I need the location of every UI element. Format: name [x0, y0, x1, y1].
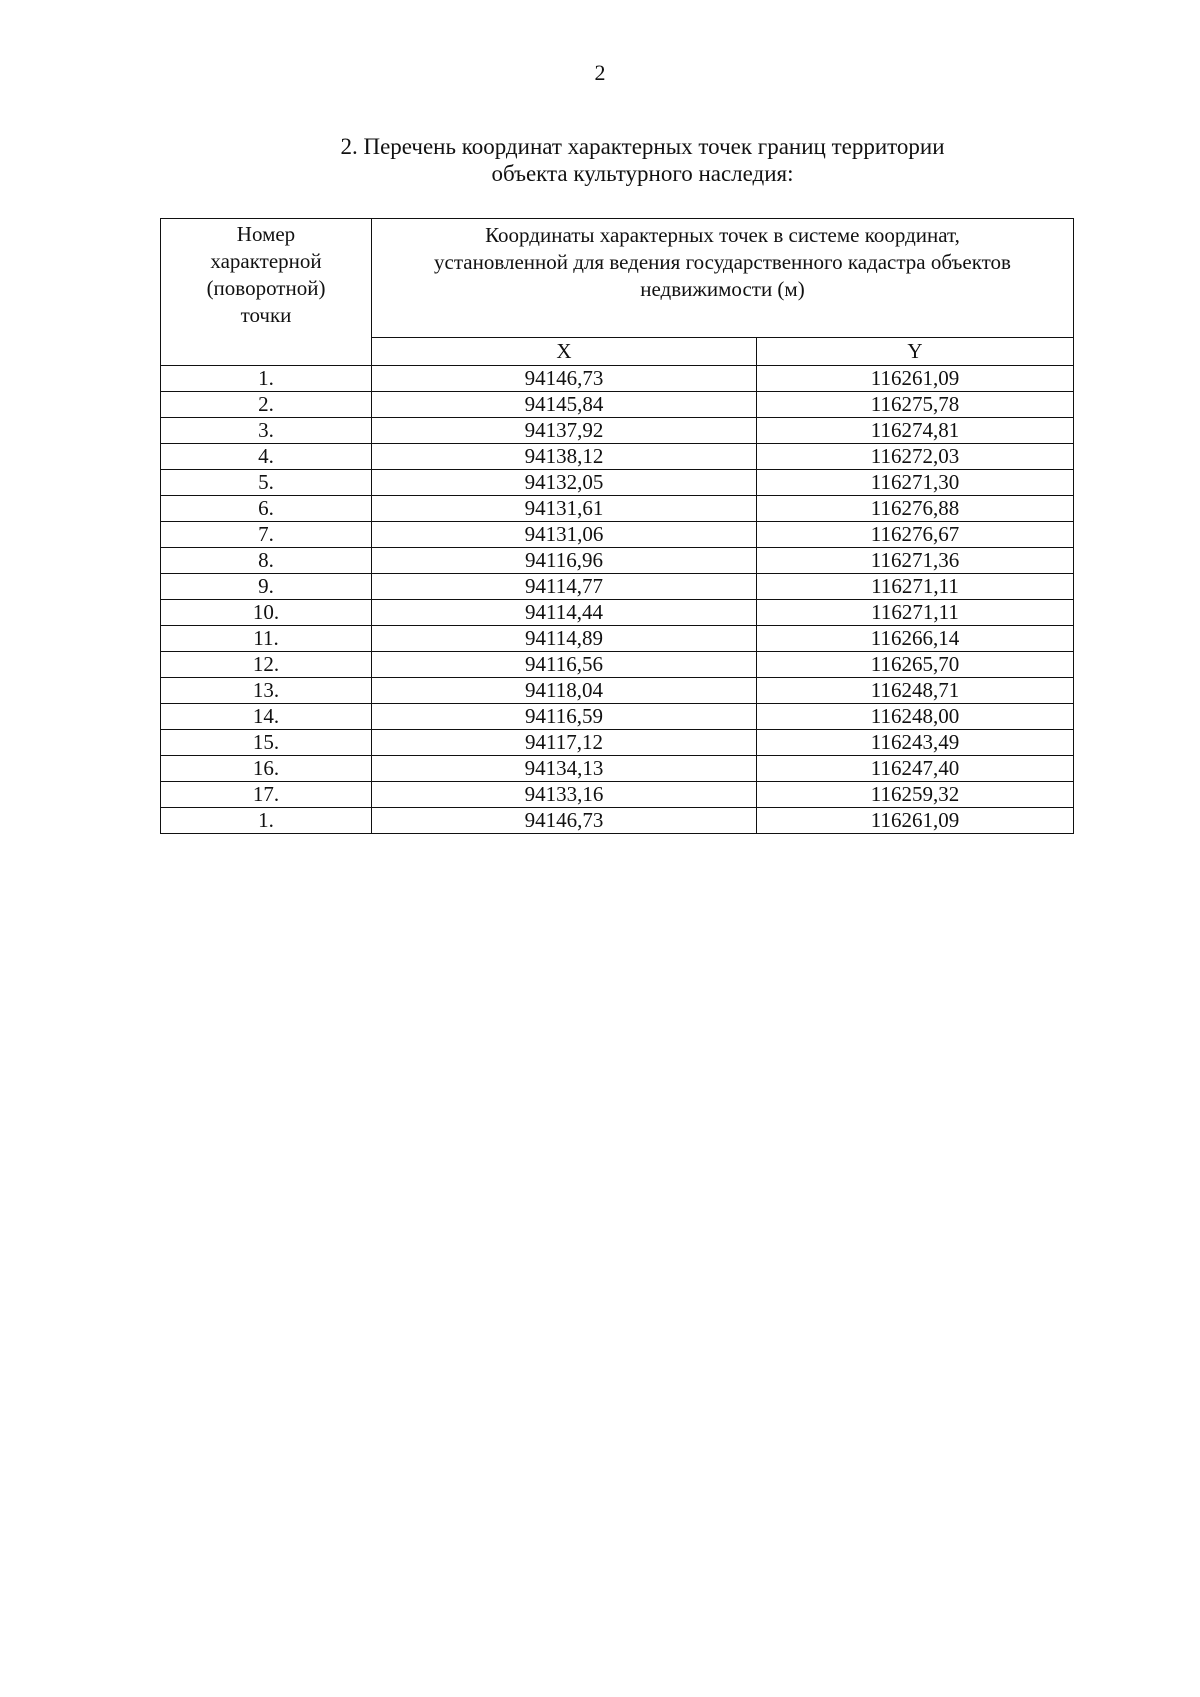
- table-row: [161, 600, 1074, 626]
- x-coordinate-cell: 94131,61: [372, 496, 757, 522]
- point-number-cell: 8.: [161, 548, 372, 574]
- point-number-cell: 5.: [161, 470, 372, 496]
- x-coordinate-cell: 94134,13: [372, 756, 757, 782]
- point-number-cell: 7.: [161, 522, 372, 548]
- point-number-cell: 10.: [161, 600, 372, 626]
- header-x: X: [372, 337, 757, 365]
- table-row: [161, 730, 1074, 756]
- y-coordinate-cell: 116265,70: [757, 652, 1074, 678]
- y-coordinate-cell: 116274,81: [757, 418, 1074, 444]
- x-coordinate-cell: 94133,16: [372, 782, 757, 808]
- table-row: [161, 522, 1074, 548]
- table-row: [161, 704, 1074, 730]
- table-row: [161, 392, 1074, 418]
- y-coordinate-cell: 116261,09: [757, 808, 1074, 834]
- header-point-line: точки: [240, 303, 292, 327]
- point-number-cell: 12.: [161, 652, 372, 678]
- x-coordinate-cell: 94114,77: [372, 574, 757, 600]
- table-row: [161, 574, 1074, 600]
- x-coordinate-cell: 94145,84: [372, 392, 757, 418]
- title-line-2: объекта культурного наследия:: [491, 161, 794, 186]
- x-coordinate-cell: 94146,73: [372, 366, 757, 392]
- header-point-number: [161, 219, 372, 366]
- page-title: [0, 133, 1200, 187]
- x-coordinate-cell: 94146,73: [372, 808, 757, 834]
- table-row: [161, 756, 1074, 782]
- table-row: [161, 366, 1074, 392]
- x-coordinate-cell: 94118,04: [372, 678, 757, 704]
- table-row: [161, 808, 1074, 834]
- table-row: [161, 626, 1074, 652]
- header-coordinates: [372, 219, 1074, 338]
- y-coordinate-cell: 116247,40: [757, 756, 1074, 782]
- x-coordinate-cell: 94116,96: [372, 548, 757, 574]
- y-coordinate-cell: 116248,71: [757, 678, 1074, 704]
- y-coordinate-cell: 116271,11: [757, 600, 1074, 626]
- y-coordinate-cell: 116266,14: [757, 626, 1074, 652]
- point-number-cell: 6.: [161, 496, 372, 522]
- y-coordinate-cell: 116248,00: [757, 704, 1074, 730]
- y-coordinate-cell: 116271,30: [757, 470, 1074, 496]
- y-coordinate-cell: 116276,88: [757, 496, 1074, 522]
- coordinates-table: [160, 218, 1074, 834]
- x-coordinate-cell: 94117,12: [372, 730, 757, 756]
- header-point-line: характерной: [210, 249, 322, 273]
- point-number-cell: 14.: [161, 704, 372, 730]
- point-number-cell: 11.: [161, 626, 372, 652]
- header-point-line: Номер: [236, 222, 296, 246]
- table-row: [161, 418, 1074, 444]
- page-number: 2: [594, 60, 606, 85]
- table-row: [161, 496, 1074, 522]
- point-number-cell: 16.: [161, 756, 372, 782]
- header-coordinates-line: установленной для ведения государственного кадастра объектов: [434, 250, 1011, 274]
- table-row: [161, 470, 1074, 496]
- x-coordinate-cell: 94114,44: [372, 600, 757, 626]
- header-coordinates-line: недвижимости (м): [640, 277, 805, 301]
- title-line-1: 2. Перечень координат характерных точек границ территории: [340, 134, 945, 159]
- y-coordinate-cell: 116261,09: [757, 366, 1074, 392]
- x-coordinate-cell: 94116,59: [372, 704, 757, 730]
- table-row: [161, 782, 1074, 808]
- table-row: [161, 444, 1074, 470]
- y-coordinate-cell: 116259,32: [757, 782, 1074, 808]
- x-coordinate-cell: 94116,56: [372, 652, 757, 678]
- point-number-cell: 9.: [161, 574, 372, 600]
- point-number-cell: 15.: [161, 730, 372, 756]
- header-point-line: (поворотной): [206, 276, 326, 300]
- table-body: [161, 366, 1074, 834]
- x-coordinate-cell: 94137,92: [372, 418, 757, 444]
- y-coordinate-cell: 116272,03: [757, 444, 1074, 470]
- header-coordinates-line: Координаты характерных точек в системе координат,: [485, 223, 960, 247]
- header-y: Y: [757, 337, 1074, 365]
- table-row: [161, 678, 1074, 704]
- x-coordinate-cell: 94138,12: [372, 444, 757, 470]
- table-row: [161, 652, 1074, 678]
- y-coordinate-cell: 116243,49: [757, 730, 1074, 756]
- point-number-cell: 2.: [161, 392, 372, 418]
- point-number-cell: 3.: [161, 418, 372, 444]
- y-coordinate-cell: 116271,36: [757, 548, 1074, 574]
- x-coordinate-cell: 94132,05: [372, 470, 757, 496]
- table-row: [161, 548, 1074, 574]
- point-number-cell: 13.: [161, 678, 372, 704]
- point-number-cell: 1.: [161, 808, 372, 834]
- point-number-cell: 17.: [161, 782, 372, 808]
- x-coordinate-cell: 94131,06: [372, 522, 757, 548]
- y-coordinate-cell: 116275,78: [757, 392, 1074, 418]
- x-coordinate-cell: 94114,89: [372, 626, 757, 652]
- y-coordinate-cell: 116271,11: [757, 574, 1074, 600]
- y-coordinate-cell: 116276,67: [757, 522, 1074, 548]
- point-number-cell: 4.: [161, 444, 372, 470]
- point-number-cell: 1.: [161, 366, 372, 392]
